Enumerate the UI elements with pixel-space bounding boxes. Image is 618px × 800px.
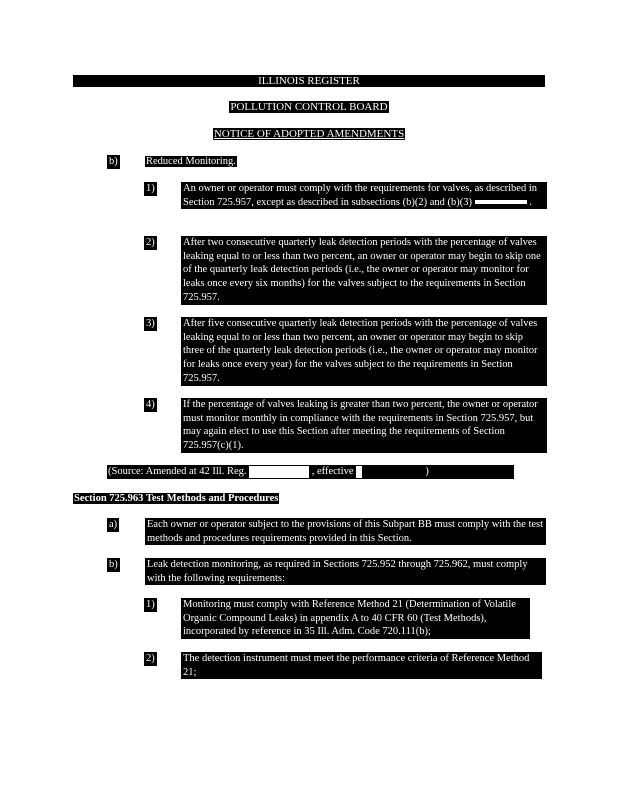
board-title-text: POLLUTION CONTROL BOARD bbox=[230, 101, 388, 113]
notice-title-text: NOTICE OF ADOPTED AMENDMENTS bbox=[213, 128, 405, 140]
source-close: ) bbox=[425, 466, 429, 477]
s963-b-text bbox=[145, 558, 546, 585]
b3-label: 3) bbox=[146, 318, 155, 329]
notice-title bbox=[0, 128, 618, 140]
source-effective-gap bbox=[356, 466, 362, 478]
section-heading bbox=[73, 492, 279, 506]
source-effective: , effective bbox=[311, 466, 354, 477]
redaction-mark bbox=[475, 200, 527, 204]
b1-text bbox=[181, 182, 547, 209]
subsection-b-heading-text: Reduced Monitoring. bbox=[146, 156, 236, 167]
b4-text-body: If the percentage of valves leaking is greater than two percent, the owner or operator must monitor monthly in compliance with the requirements in Section 725.957, but may again elect to use this Section after meeting the requirements of Section 725.957(c)(1). bbox=[183, 399, 538, 452]
subsection-b-heading bbox=[145, 155, 237, 169]
register-title: ILLINOIS REGISTER bbox=[258, 75, 360, 87]
source-prefix: (Source: Amended at 42 Ill. Reg. bbox=[108, 466, 247, 477]
s963-b2-text bbox=[181, 652, 542, 679]
source-date-blank bbox=[249, 466, 309, 478]
b2-text bbox=[181, 236, 547, 305]
b4-label: 4) bbox=[146, 399, 155, 410]
b1-text-body: An owner or operator must comply with the requirements for valves, as described in Section 725.957, except as described in subsections (b)(2) and (b)(3) bbox=[183, 183, 537, 208]
s963-b2-label: 2) bbox=[146, 653, 155, 664]
s963-a-label: a) bbox=[109, 519, 118, 530]
s963-b2-text-body: The detection instrument must meet the performance criteria of Reference Method 21; bbox=[183, 653, 530, 678]
b1-label: 1) bbox=[146, 183, 155, 194]
b1-text-suffix: . bbox=[529, 196, 532, 208]
s963-b-text-body: Leak detection monitoring, as required in Sections 725.952 through 725.962, must comply with the following requirements: bbox=[147, 559, 528, 584]
b4-text bbox=[181, 398, 547, 453]
b2-text-body: After two consecutive quarterly leak detection periods with the percentage of valves leaking equal to or less than two percent, an owner or operator may begin to skip one of the quarterly leak detection periods (i.e., the owner or operator may monitor for leaks once every six months) for the valves subject to the requirements in Section 725.957. bbox=[183, 237, 541, 303]
s963-b1-text bbox=[181, 598, 530, 639]
b2-label: 2) bbox=[146, 237, 155, 248]
s963-a-text bbox=[145, 518, 546, 545]
subsection-b-label: b) bbox=[109, 156, 118, 167]
section-heading-text: Section 725.963 Test Methods and Procedures bbox=[74, 493, 279, 504]
b3-text bbox=[181, 317, 547, 386]
s963-b1-label: 1) bbox=[146, 599, 155, 610]
s963-a-text-body: Each owner or operator subject to the provisions of this Subpart BB must comply with the test methods and procedures requirements provided in this Section. bbox=[147, 519, 544, 544]
s963-b1-text-body: Monitoring must comply with Reference Method 21 (Determination of Volatile Organic Compound Leaks) in appendix A to 40 CFR 60 (Test Methods), incorporated by reference in 35 Ill. Adm. Code 720.111(b); bbox=[183, 599, 516, 638]
s963-b-label: b) bbox=[109, 559, 118, 570]
board-title bbox=[0, 101, 618, 113]
source-note bbox=[107, 465, 514, 479]
register-title-bar bbox=[73, 75, 545, 87]
b3-text-body: After five consecutive quarterly leak detection periods with the percentage of valves leaking equal to or less than two percent, an owner or operator may begin to skip three of the quarterly leak detection periods (i.e., the owner or operator may monitor for leaks once every year) for the valves subject to the requirements in Section 725.957. bbox=[183, 318, 538, 384]
